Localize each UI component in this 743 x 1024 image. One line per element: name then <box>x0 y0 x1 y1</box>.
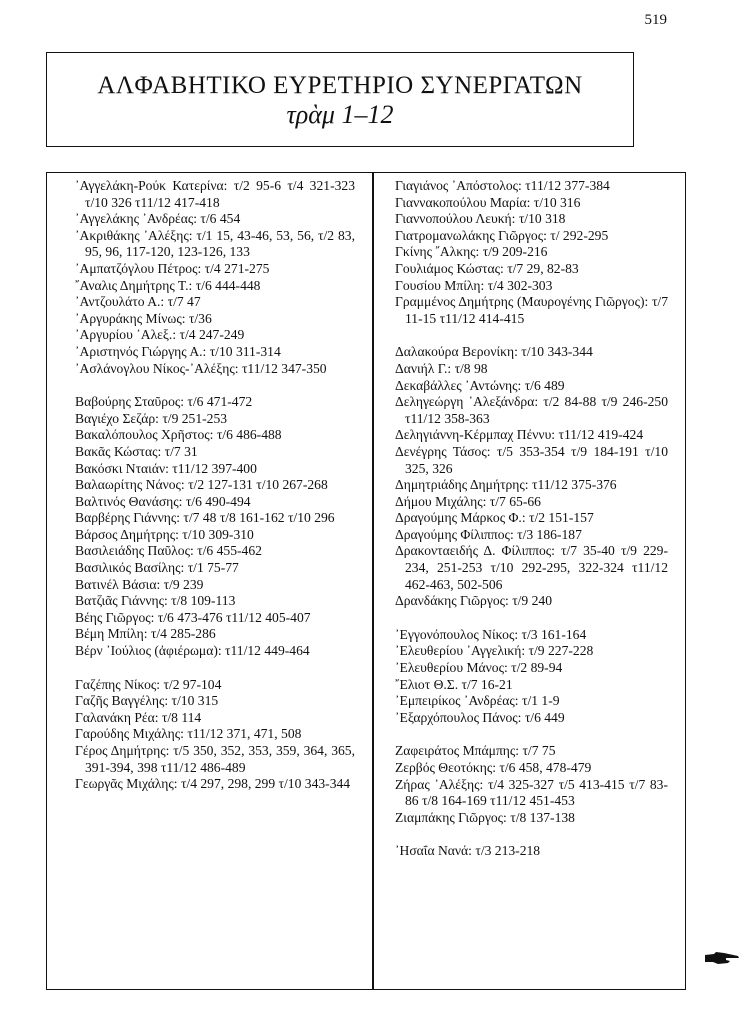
index-entry: Γιατρομανωλάκης Γιῶργος: τ/ 292-295 <box>395 227 609 243</box>
index-entry: ᾽Εξαρχόπουλος Πάνος: τ/6 449 <box>395 709 565 725</box>
index-entry: ᾽Ησαΐα Νανά: τ/3 213-218 <box>395 843 541 859</box>
index-title: ΑΛΦΑΒΗΤΙΚΟ ΕΥΡΕΤΗΡΙΟ ΣΥΝΕΡΓΑΤΩΝ <box>97 72 583 99</box>
index-entry: Βαλαωρίτης Νάνος: τ/2 127-131 τ/10 267-268 <box>75 477 328 493</box>
right-letter-group <box>395 627 668 727</box>
index-entry: Δεληγεώργη ᾽Αλεξάνδρα: τ/2 84-88 τ/9 246-250 τ11/12 358-363 <box>395 394 668 426</box>
index-entry: Βάρσος Δημήτρης: τ/10 309-310 <box>75 526 254 542</box>
index-entry: ᾽Εγγονόπουλος Νίκος: τ/3 161-164 <box>395 626 587 642</box>
letter-group-gap <box>395 826 668 843</box>
index-entry: Δρανδάκης Γιῶργος: τ/9 240 <box>395 593 553 609</box>
index-entry: Βαρβέρης Γιάννης: τ/7 48 τ/8 161-162 τ/10 296 <box>75 510 335 526</box>
index-entry: Δημητριάδης Δημήτρης: τ11/12 375-376 <box>395 477 617 493</box>
index-entry: Βασιλικός Βασίλης: τ/1 75-77 <box>75 560 239 576</box>
index-subtitle: τρὰμ 1–12 <box>286 100 394 129</box>
title-box <box>46 52 634 147</box>
index-entry: Βέρν ᾽Ιούλιος (ἀφιέρωμα): τ11/12 449-464 <box>75 643 310 659</box>
index-entry: Ζήρας ᾽Αλέξης: τ/4 325-327 τ/5 413-415 τ/7 83-86 τ/8 164-169 τ11/12 451-453 <box>395 776 668 809</box>
index-entry: Γιαγιάνος ᾽Απόστολος: τ11/12 377-384 <box>395 178 610 193</box>
index-entry: Γουλιάμος Κώστας: τ/7 29, 82-83 <box>395 260 579 276</box>
index-entry: Βαβούρης Σταῦρος: τ/6 471-472 <box>75 394 253 410</box>
index-entry: Γραμμένος Δημήτρης (Μαυρογένης Γιῶργος): τ/7 11-15 τ11/12 414-415 <box>395 294 668 326</box>
left-letter-group <box>75 677 355 793</box>
index-entry: ῎Ελιοτ Θ.Σ. τ/7 16-21 <box>395 676 513 692</box>
index-entry: ᾽Αμπατζόγλου Πέτρος: τ/4 271-275 <box>75 260 270 276</box>
right-letter-group <box>395 344 668 610</box>
index-entry: Βασιλειάδης Παῦλος: τ/6 455-462 <box>75 543 262 559</box>
index-entry: ᾽Αργυράκης Μίνως: τ/36 <box>75 310 212 326</box>
index-entry: Γεωργᾶς Μιχάλης: τ/4 297, 298, 299 τ/10 343-344 <box>75 776 351 792</box>
index-entry: Δενέγρης Τάσος: τ/5 353-354 τ/9 184-191 τ/10 325, 326 <box>395 443 668 476</box>
index-entry: Ζερβός Θεοτόκης: τ/6 458, 478-479 <box>395 760 592 775</box>
index-entry: Βακόσκι Νταιάν: τ11/12 397-400 <box>75 460 257 476</box>
index-entry: ᾽Αργυρίου ᾽Αλεξ.: τ/4 247-249 <box>75 327 245 343</box>
letter-group-gap <box>75 660 355 677</box>
index-entry: ᾽Αγγελάκης ᾽Ανδρέας: τ/6 454 <box>75 211 241 227</box>
index-entry: Ζαφειράτος Μπάμπης: τ/7 75 <box>395 743 556 759</box>
index-entry: Δανιήλ Γ.: τ/8 98 <box>395 360 488 376</box>
right-letter-group <box>395 178 668 327</box>
column-divider <box>372 172 374 990</box>
index-entry: ᾽Ελευθερίου ᾽Αγγελική: τ/9 227-228 <box>395 643 594 659</box>
index-entry: Γαζέπης Νίκος: τ/2 97-104 <box>75 676 222 692</box>
index-entry: Γκίνης ῎Αλκης: τ/9 209-216 <box>395 244 548 260</box>
index-entry: ᾽Ασλάνογλου Νίκος-᾽Αλέξης: τ11/12 347-350 <box>75 360 327 376</box>
index-entry: Δεληγιάννη-Κέρμπαχ Πέννυ: τ11/12 419-424 <box>395 427 644 443</box>
index-entry: Δραγούμης Μάρκος Φ.: τ/2 151-157 <box>395 510 594 526</box>
letter-group-gap <box>395 327 668 344</box>
index-column-left <box>75 178 355 793</box>
index-entry: Ζιαμπάκης Γιῶργος: τ/8 137-138 <box>395 809 575 825</box>
index-entry: Δραγούμης Φίλιππος: τ/3 186-187 <box>395 526 582 542</box>
index-entry: Γαρούδης Μιχάλης: τ11/12 371, 471, 508 <box>75 726 302 742</box>
index-entry: Δαλακούρα Βερονίκη: τ/10 343-344 <box>395 344 593 360</box>
index-entry: Βέμη Μπίλη: τ/4 285-286 <box>75 626 216 642</box>
index-entry: ᾽Ελευθερίου Μάνος: τ/2 89-94 <box>395 660 563 676</box>
right-letter-group <box>395 843 668 860</box>
index-entry: Βακαλόπουλος Χρῆστος: τ/6 486-488 <box>75 427 282 443</box>
index-entry: Γαζῆς Βαγγέλης: τ/10 315 <box>75 693 219 709</box>
index-entry: Βακᾶς Κώστας: τ/7 31 <box>75 443 198 459</box>
letter-group-gap <box>75 377 355 394</box>
index-entry: Βαγιέχο Σεζάρ: τ/9 251-253 <box>75 410 228 426</box>
index-entry: Βέης Γιῶργος: τ/6 473-476 τ11/12 405-407 <box>75 609 311 625</box>
left-letter-group <box>75 394 355 660</box>
index-entry: ᾽Αντζουλάτο Α.: τ/7 47 <box>75 294 201 310</box>
letter-group-gap <box>395 726 668 743</box>
index-entry: ᾽Εμπειρίκος ᾽Ανδρέας: τ/1 1-9 <box>395 693 560 709</box>
index-entry: Γέρος Δημήτρης: τ/5 350, 352, 353, 359, 364, 365, 391-394, 398 τ11/12 486-489 <box>75 743 355 775</box>
left-letter-group <box>75 178 355 377</box>
index-entry: Γουσίου Μπίλη: τ/4 302-303 <box>395 277 553 293</box>
index-entry: Γιαννοπούλου Λευκή: τ/10 318 <box>395 211 566 227</box>
right-letter-group <box>395 743 668 826</box>
index-entry: Βατινέλ Βάσια: τ/9 239 <box>75 576 204 592</box>
index-entry: ᾽Αγγελάκη-Ρούκ Κατερίνα: τ/2 95-6 τ/4 321-323 τ/10 326 τ11/12 417-418 <box>75 178 355 210</box>
index-entry: Δρακονταειδής Δ. Φίλιππος: τ/7 35-40 τ/9 229-234, 251-253 τ/10 292-295, 322-324 τ11/12 462-463, 502-506 <box>395 543 668 592</box>
index-entry: Γαλανάκη Ρέα: τ/8 114 <box>75 709 202 725</box>
index-entry: Βατζιᾶς Γιάννης: τ/8 109-113 <box>75 593 236 609</box>
index-entry: Γιαννακοπούλου Μαρία: τ/10 316 <box>395 194 581 210</box>
index-entry: Δεκαβάλλες ᾽Αντώνης: τ/6 489 <box>395 377 565 393</box>
index-entry: ᾽Ακριθάκης ᾽Αλέξης: τ/1 15, 43-46, 53, 56, τ/2 83, 95, 96, 117-120, 123-126, 133 <box>75 227 355 260</box>
index-column-right <box>395 178 668 860</box>
pointing-hand-icon <box>704 951 740 965</box>
index-entry: ᾽Αριστηνός Γιώργης Α.: τ/10 311-314 <box>75 343 281 359</box>
index-entry: ῎Αναλις Δημήτρης Τ.: τ/6 444-448 <box>75 277 261 293</box>
letter-group-gap <box>395 610 668 627</box>
index-entry: Δήμου Μιχάλης: τ/7 65-66 <box>395 493 541 509</box>
index-entry: Βαλτινός Θανάσης: τ/6 490-494 <box>75 493 251 509</box>
page-number: 519 <box>644 12 667 28</box>
